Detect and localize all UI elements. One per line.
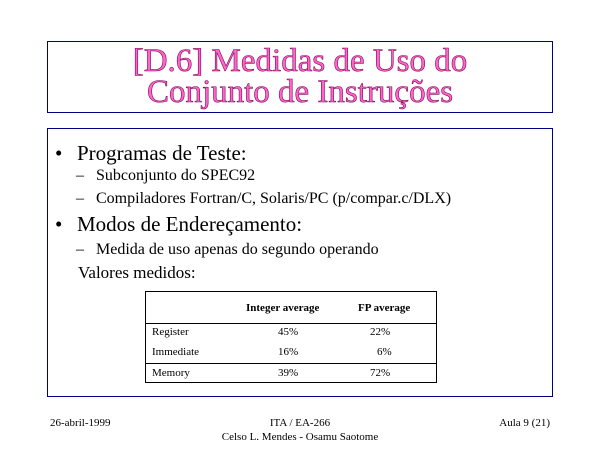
- header-fp-average: FP average: [358, 302, 411, 314]
- row-memory-integer: 39%: [278, 367, 299, 379]
- header-integer-average: Integer average: [246, 302, 320, 314]
- row-memory-fp: 72%: [370, 367, 391, 379]
- sub-item-text: Medida de uso apenas do segundo operando: [96, 241, 379, 258]
- sub-item-text: Compiladores Fortran/C, Solaris/PC (p/compar.c/DLX): [96, 190, 452, 207]
- dash-marker: –: [76, 167, 84, 184]
- row-register-mode: Register: [152, 326, 189, 338]
- row-register-fp: 22%: [370, 326, 391, 338]
- row-immediate-fp: 6%: [377, 346, 392, 358]
- bullet-text: Programas de Teste:: [77, 141, 247, 165]
- dash-marker: –: [76, 241, 84, 258]
- sub-item-compiladores: [76, 189, 451, 209]
- footer-lecture: Aula 9 (21): [499, 417, 550, 429]
- bullet-programas: [55, 141, 247, 165]
- slide-title-box: [47, 41, 553, 113]
- sub-item-subconjunto: [76, 166, 255, 186]
- sub-item-medida: [76, 240, 379, 260]
- addressing-modes-table: [145, 291, 437, 383]
- bullet-modos: [55, 212, 302, 236]
- slide-title-line-2: Conjunto de Instruções: [146, 74, 454, 110]
- slide-content-box: [47, 128, 553, 397]
- table-divider: [146, 323, 436, 324]
- footer-course: ITA / EA-266: [269, 417, 331, 429]
- measured-values-label: Valores medidos:: [78, 263, 196, 282]
- dash-marker: –: [76, 190, 84, 207]
- footer-date: 26-abril-1999: [50, 417, 111, 429]
- sub-item-text: Subconjunto do SPEC92: [96, 167, 256, 184]
- footer-authors: Celso L. Mendes - Osamu Saotome: [221, 431, 379, 443]
- row-register-integer: 45%: [278, 326, 299, 338]
- table-divider: [146, 363, 436, 364]
- row-immediate-mode: Immediate: [152, 346, 200, 358]
- row-memory-mode: Memory: [152, 367, 190, 379]
- bullet-marker: •: [55, 212, 63, 236]
- bullet-marker: •: [55, 141, 63, 165]
- row-immediate-integer: 16%: [278, 346, 299, 358]
- slide-title-line-1: [D.6] Medidas de Uso do: [132, 43, 468, 79]
- bullet-text: Modos de Endereçamento:: [77, 212, 303, 236]
